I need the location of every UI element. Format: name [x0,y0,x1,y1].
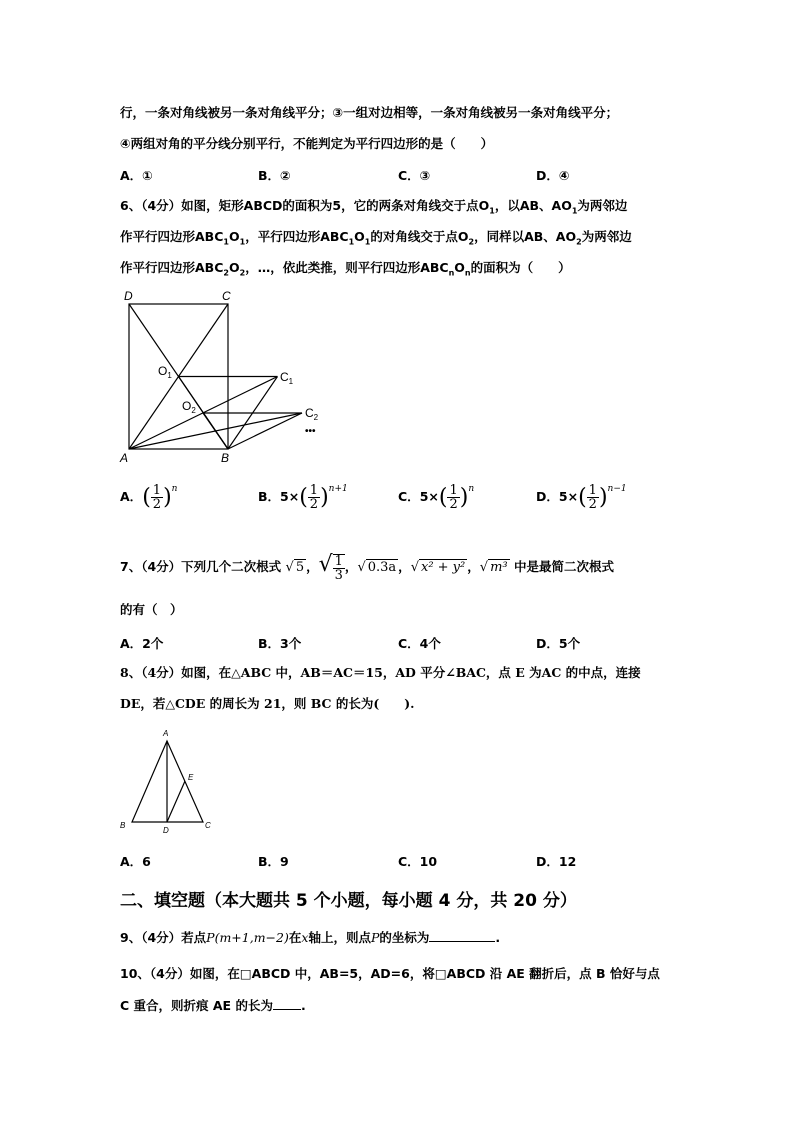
q8-option-c: C．10 [398,854,438,869]
q8-text-line1: 8、（4分）如图，在△ABC 中，AB＝AC＝15，AD 平分∠BAC，点 E 为AC 的中点，连接 [120,665,641,680]
q8-option-a: A．6 [120,854,151,869]
q7-option-a: A．2个 [120,636,164,651]
q10-text-line2: C 重合，则折痕 AE 的长为 . [120,998,306,1013]
label-b: B [221,451,230,465]
q8-text-line2: DE，若△CDE 的周长为 21，则 BC 的长为( ). [120,696,415,711]
q5-option-c: C．③ [398,168,431,183]
q6-figure [112,285,332,465]
q6-text-line1: 6、（4分）如图，矩形ABCD的面积为5，它的两条对角线交于点$O_1$，以AB、$AO_1$为两邻边 [120,198,628,216]
q7-text-line1: 7、（4分）下列几个二次根式 √ 5 ，√ $\frac{1}{3}$ ，√ 0.3a ，√ x² + y² ，√ m³ 中是最简二次根式 [120,552,614,583]
label-a: A [163,729,169,738]
label-c: C [222,289,231,303]
q8-option-b: B．9 [258,854,289,869]
q7-text-line2: 的有（ ） [120,602,183,617]
q6-text-line3: 作平行四边形$ABC_2O_2$，…，依此类推，则平行四边形$ABC_nO_n$的面积为（ ） [120,260,571,278]
label-o2: $O_2$ [182,399,196,415]
segment-de [167,781,185,822]
label-dots: ••• [305,426,316,437]
label-o1: $O_1$ [158,364,172,380]
label-c1: $C_1$ [280,370,294,386]
q5-text-line2: ④两组对角的平分线分别平行，不能判定为平行四边形的是（ ） [120,136,494,151]
label-d: D [163,826,169,835]
section-heading: 二、填空题（本大题共 5 个小题，每小题 4 分，共 20 分） [120,891,577,911]
q8-figure [115,725,225,840]
label-e: E [188,773,194,782]
q5-option-b: B．② [258,168,291,183]
q5-option-a: A．① [120,168,153,183]
label-c: C [205,821,211,830]
q6-text-line2: 作平行四边形$ABC_1O_1$，平行四边形$ABC_1O_1$的对角线交于点$O_2$，同样以AB、$AO_2$为两邻边 [120,229,632,247]
q7-option-b: B．3个 [258,636,302,651]
q7-option-c: C．4个 [398,636,441,651]
label-b: B [120,821,126,830]
q6-option-a: A．( $\frac{1}{2}$ )$^n$ [120,483,178,512]
q5-option-d: D．④ [536,168,570,183]
q8-option-d: D．12 [536,854,577,869]
label-d: D [124,289,133,303]
q6-option-b: B．5×( $\frac{1}{2}$ )$^{n+1}$ [258,483,348,512]
q10-answer-blank[interactable] [273,1009,301,1010]
q10-text-line1: 10、（4分）如图，在□ABCD 中，AB=5，AD=6，将□ABCD 沿 AE 翻折后，点 B 恰好与点 [120,966,660,981]
label-a: A [120,451,129,465]
q6-option-d: D．5×( $\frac{1}{2}$ )$^{n-1}$ [536,483,627,512]
q5-text-line1: 行，一条对角线被另一条对角线平分；③一组对边相等，一条对角线被另一条对角线平分； [120,105,619,120]
q9-text: 9、（4分）若点P(m+1,m−2)在x轴上，则点P的坐标为 . [120,930,501,945]
q6-option-c: C．5×( $\frac{1}{2}$ )$^n$ [398,483,475,512]
q9-answer-blank[interactable] [429,941,495,942]
label-c2: $C_2$ [305,406,319,422]
q7-option-d: D．5个 [536,636,581,651]
